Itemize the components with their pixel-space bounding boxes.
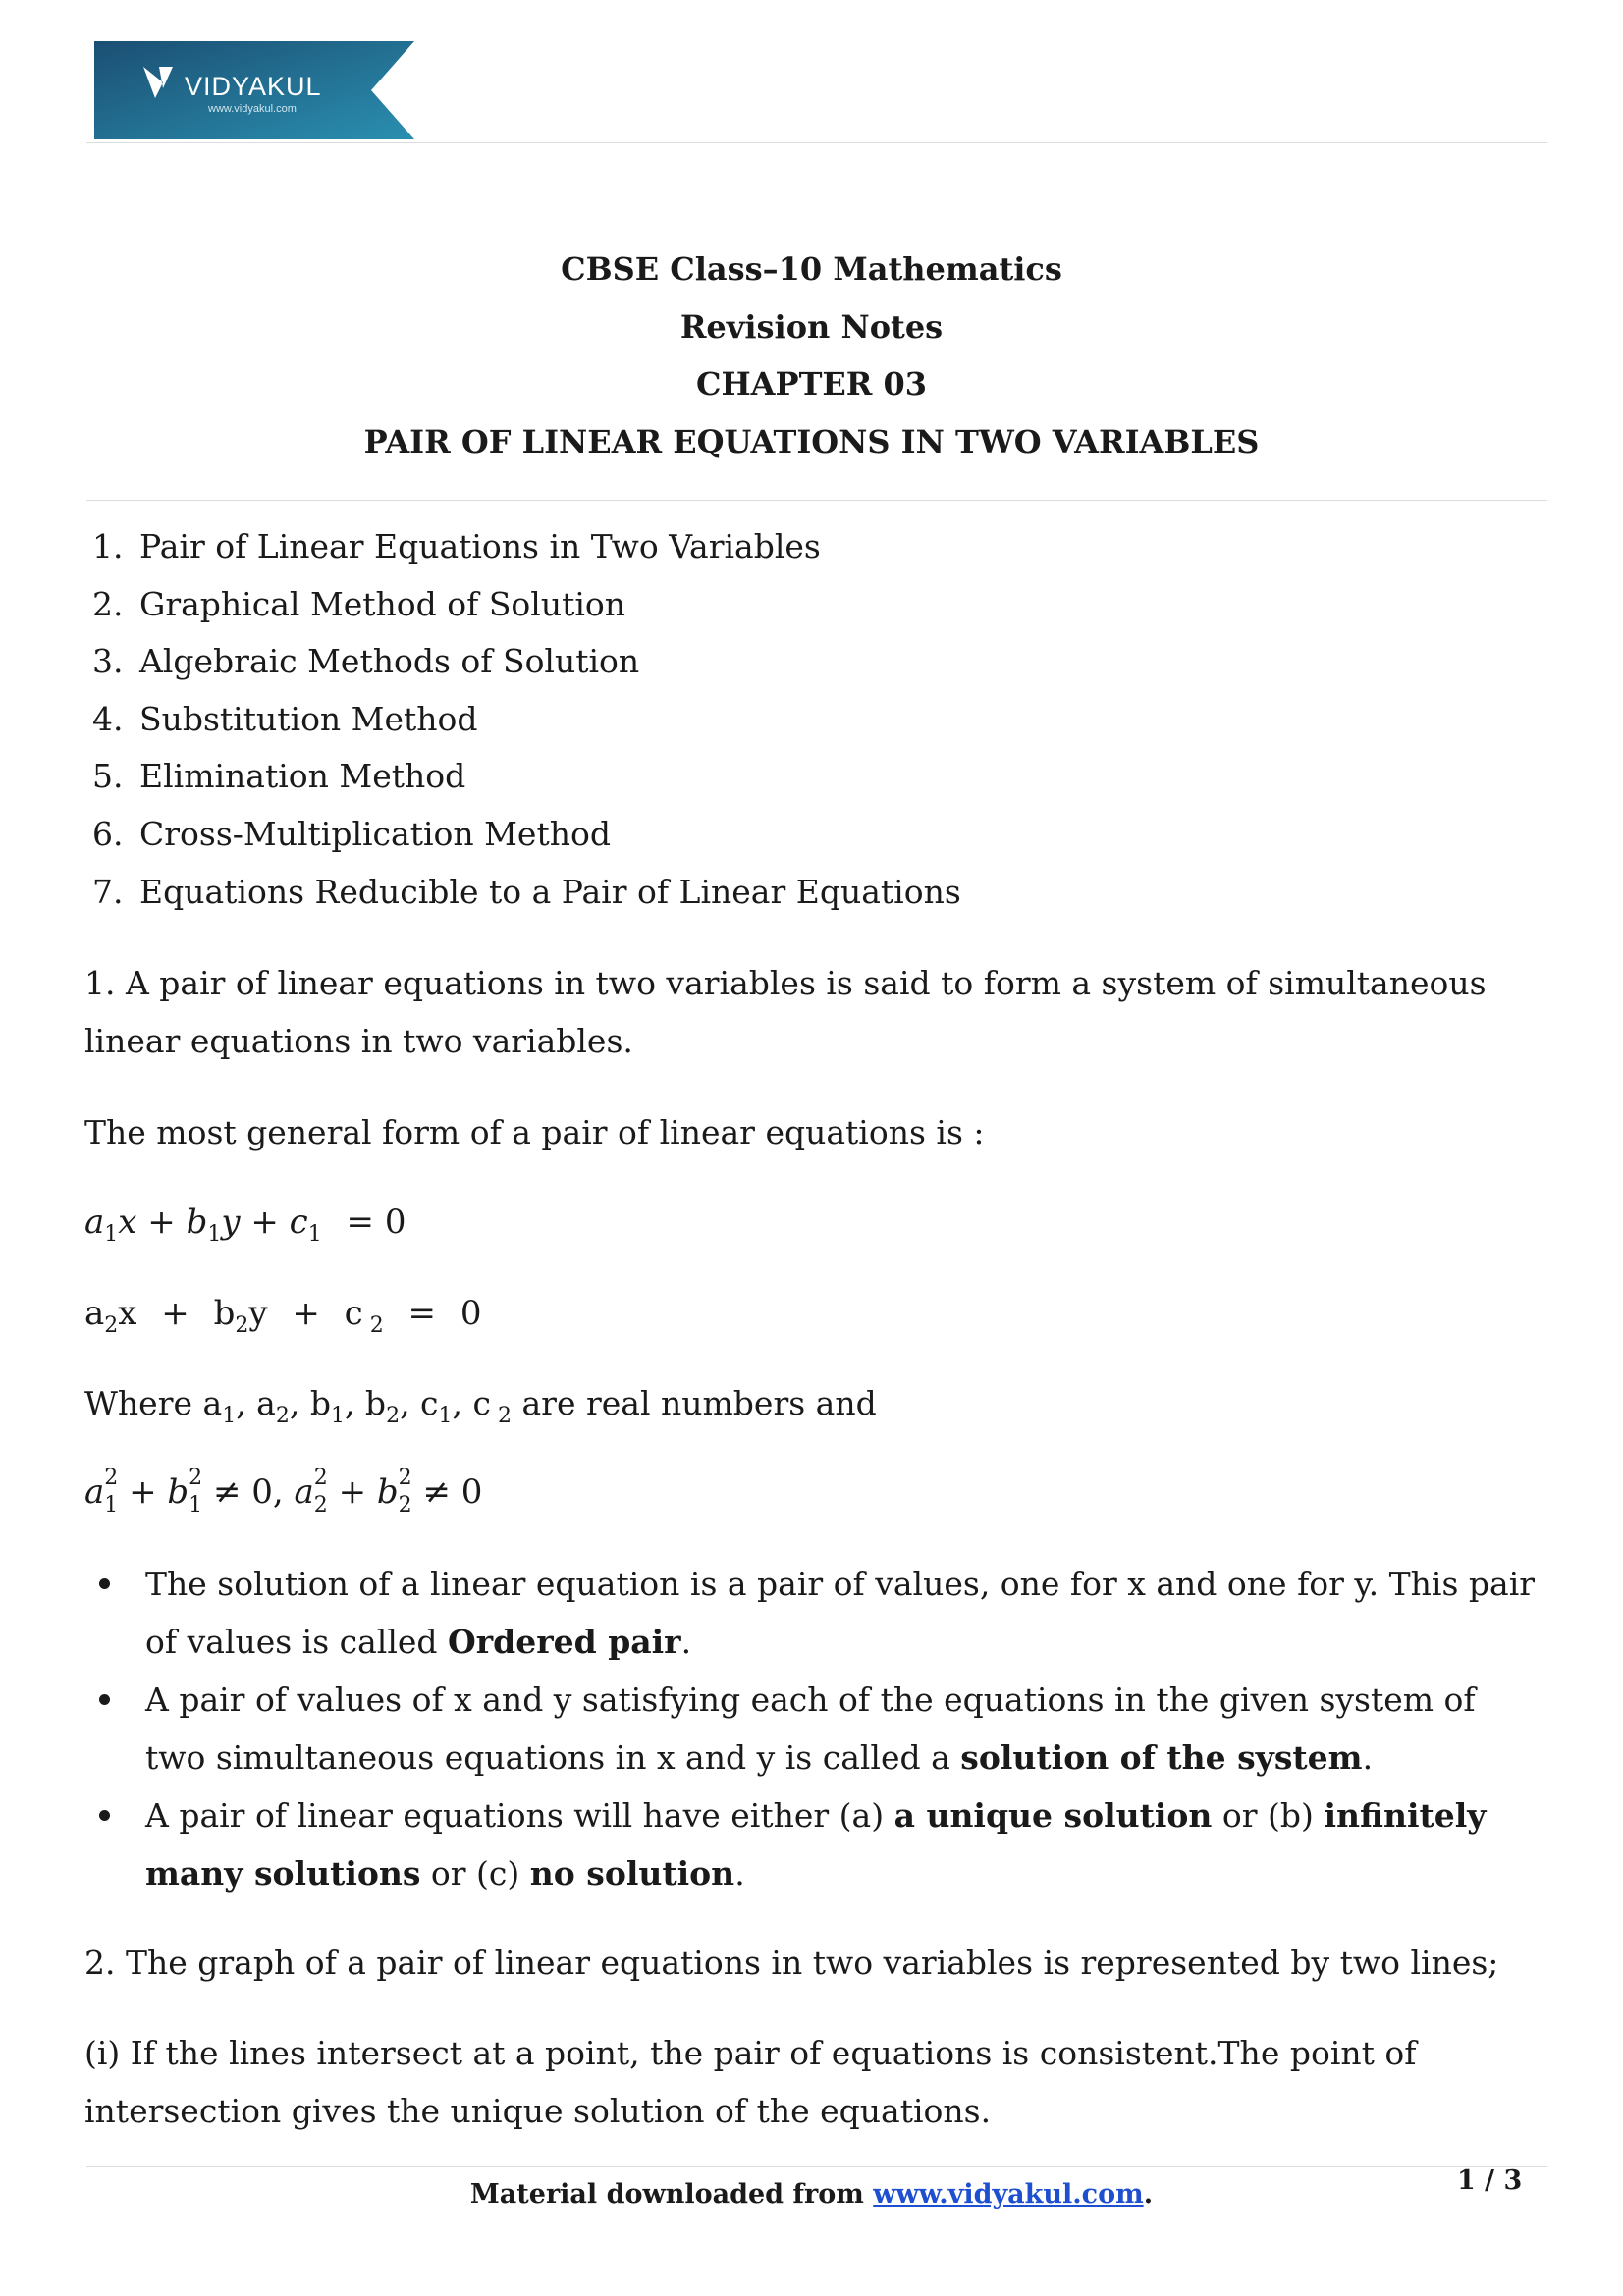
logo-url: www.vidyakul.com [208, 103, 297, 115]
footer-note: Material downloaded from www.vidyakul.com. [469, 2179, 1154, 2210]
list-item: 6. Cross-Multiplication Method [92, 814, 611, 853]
paragraph-definition: 1. A pair of linear equations in two variables is said to form a system of simultaneous linear equations in two variables. [84, 964, 1487, 1060]
topics-list [92, 518, 961, 921]
paragraph-general-form: The most general form of a pair of linear equations is : [84, 1113, 985, 1151]
header-divider [86, 142, 1547, 143]
list-item: The solution of a linear equation is a pair of values, one for x and one for y. This pair of values is called Ordered pair. [145, 1555, 1540, 1671]
list-item: 1. Pair of Linear Equations in Two Variables [92, 527, 821, 565]
list-item: 7. Equations Reducible to a Pair of Linear Equations [92, 872, 961, 911]
title-line-2: Revision Notes [679, 307, 944, 346]
paragraph-graph: 2. The graph of a pair of linear equations in two variables is represented by two lines; [84, 1944, 1499, 1982]
list-item: A pair of linear equations will have either (a) a unique solution or (b) infinitely many solutions or (c) no solution. [145, 1787, 1540, 1902]
list-item: A pair of values of x and y satisfying each of the equations in the given system of two simultaneous equations in x and y is called a solution of the system. [145, 1671, 1540, 1787]
list-item: 4. Substitution Method [92, 699, 478, 738]
title-line-3: CHAPTER 03 [695, 365, 928, 402]
footer-link[interactable]: www.vidyakul.com [873, 2179, 1144, 2210]
list-item: 3. Algebraic Methods of Solution [92, 642, 640, 681]
page-number: 1 / 3 [1457, 2165, 1523, 2196]
list-item: 5. Elimination Method [92, 757, 466, 796]
document-title-block [0, 240, 1623, 470]
list-item: 2. Graphical Method of Solution [92, 584, 626, 623]
vidyakul-logo [94, 41, 414, 139]
title-line-1: CBSE Class–10 Mathematics [561, 250, 1062, 288]
title-line-4: PAIR OF LINEAR EQUATIONS IN TWO VARIABLES [363, 422, 1260, 460]
equation-2: $a_2x + b_2y + c$ $_2$ = 0 [84, 1294, 482, 1338]
logo-brand: VIDYAKUL [185, 72, 322, 101]
nonzero-condition: a 2 1 + b 2 1 ≠ 0, a 2 2 + b 2 2 ≠ 0 [84, 1466, 483, 1518]
title-divider [86, 500, 1547, 501]
paragraph-intersect: (i) If the lines intersect at a point, the pair of equations is consistent.The point of intersection gives the unique solution of the equations. [84, 2034, 1417, 2130]
equation-1: $a_1x + b_1y + c_1 = 0$ [84, 1202, 406, 1247]
key-points-list [145, 1555, 1540, 1902]
footer-divider [86, 2166, 1547, 2167]
coefficients-statement: Where $a_1$, $a_2$, $b_1$, $b_2$, $c_1$, c $_2$ are real numbers and [84, 1384, 877, 1428]
